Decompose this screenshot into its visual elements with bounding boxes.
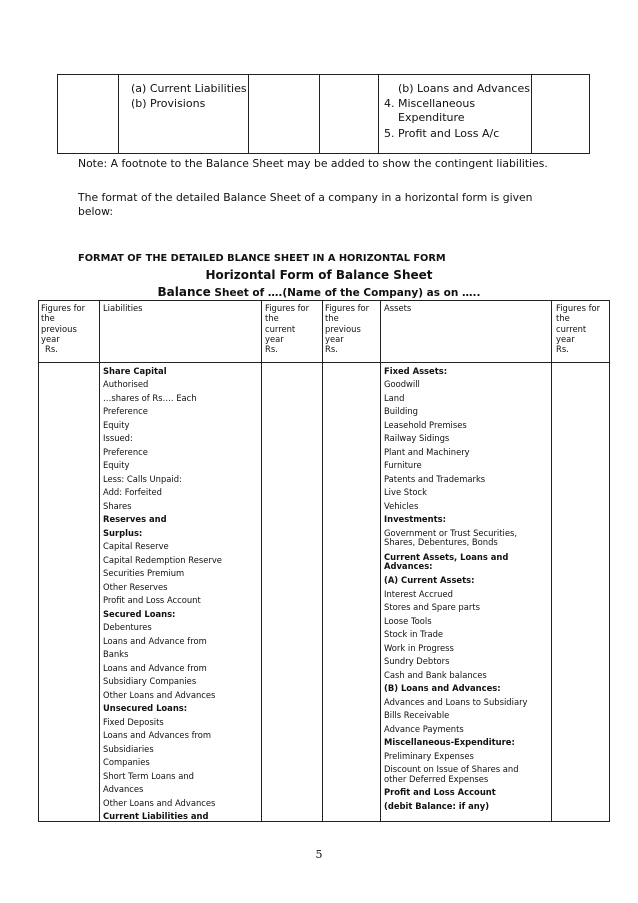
header-line: Figures for: [556, 303, 601, 313]
liability-item: Current Liabilities and: [103, 811, 209, 821]
balance-sheet-table: [38, 300, 610, 822]
liability-item: Share Capital: [103, 365, 167, 376]
liability-item: Authorised: [103, 379, 149, 389]
header-line: Rs.: [556, 344, 569, 355]
column-divider: [319, 75, 320, 153]
liability-item: …shares of Rs…. Each: [103, 392, 197, 403]
subtitle-balance: Balance: [157, 285, 211, 299]
asset-item: Government or Trust Securities,: [384, 527, 518, 538]
asset-item: Furniture: [384, 460, 422, 470]
top-liability-line: (a) Current Liabilities: [131, 82, 247, 95]
liability-item: Debentures: [103, 622, 152, 632]
liability-item: Loans and Advance from: [103, 662, 207, 673]
liability-item: Preference: [103, 446, 148, 457]
asset-item: Sundry Debtors: [384, 656, 450, 666]
header-line: current: [556, 323, 587, 334]
column-divider: [248, 75, 249, 153]
liability-item: Banks: [103, 649, 129, 659]
header-current-year-right: [556, 303, 600, 354]
footnote-text: Note: A footnote to the Balance Sheet may be added to show the contingent liabilities.: [78, 157, 548, 170]
asset-item: Loose Tools: [384, 615, 432, 626]
column-divider: [99, 301, 100, 821]
subtitle-rest: Sheet of ….(Name of the Company) as on …..: [210, 287, 481, 299]
liability-item: Equity: [103, 419, 130, 430]
header-current-year-left: [265, 303, 309, 354]
balance-sheet-subtitle: [0, 285, 638, 299]
liability-item: Subsidiaries: [103, 743, 154, 754]
liability-item: Other Loans and Advances: [103, 797, 216, 808]
liability-item: Advances: [103, 784, 144, 794]
asset-item: Work in Progress: [384, 642, 454, 653]
page-number: 5: [315, 848, 323, 861]
asset-item: Goodwill: [384, 379, 420, 389]
asset-item: Advances and Loans to Subsidiary: [384, 696, 528, 707]
header-line: year: [556, 333, 575, 344]
liability-item: Companies: [103, 757, 150, 767]
asset-item: Advances:: [384, 561, 433, 571]
column-divider: [380, 301, 381, 821]
asset-item: Land: [384, 392, 405, 403]
intro-text: The format of the detailed Balance Sheet of a company in a horizontal form is given: [78, 191, 533, 204]
liability-item: Capital Reserve: [103, 541, 169, 551]
asset-item: Miscellaneous-Expenditure:: [384, 737, 515, 747]
liability-item: Capital Redemption Reserve: [103, 554, 222, 565]
liability-item: Reserves and: [103, 514, 167, 524]
liability-item: Secured Loans:: [103, 608, 176, 619]
asset-item: Shares, Debentures, Bonds: [384, 537, 498, 547]
liability-item: Profit and Loss Account: [103, 595, 201, 605]
asset-item: Investments:: [384, 514, 446, 524]
asset-item: (A) Current Assets:: [384, 575, 475, 585]
header-line: current: [265, 323, 296, 334]
asset-item: Profit and Loss Account: [384, 787, 496, 797]
header-previous-year-right: [325, 303, 369, 354]
asset-item: Interest Accrued: [384, 588, 453, 599]
header-line: previous: [41, 323, 77, 334]
header-line: Figures for: [265, 303, 310, 313]
liability-item: Securities Premium: [103, 568, 185, 578]
liability-item: Other Reserves: [103, 581, 168, 592]
header-assets: Assets: [384, 303, 412, 313]
header-line: year: [41, 333, 60, 344]
liability-item: Surplus:: [103, 527, 143, 538]
header-line: the: [41, 313, 55, 324]
asset-item: Advance Payments: [384, 723, 464, 734]
header-line: Figures for: [41, 303, 86, 313]
liability-item: Less: Calls Unpaid:: [103, 473, 182, 484]
top-asset-line: (b) Loans and Advances: [398, 82, 530, 95]
asset-item: Stock in Trade: [384, 629, 444, 639]
top-asset-line: 4. Miscellaneous: [384, 97, 476, 110]
asset-item: Stores and Spare parts: [384, 602, 480, 612]
column-divider: [261, 301, 262, 821]
header-line: the: [556, 313, 570, 324]
asset-item: (B) Loans and Advances:: [384, 683, 501, 693]
header-line: Rs.: [45, 344, 58, 355]
header-previous-year-left: [41, 303, 85, 354]
asset-item: Preliminary Expenses: [384, 750, 474, 761]
header-line: previous: [325, 323, 361, 334]
asset-item: Discount on Issue of Shares and: [384, 764, 519, 774]
format-heading: FORMAT OF THE DETAILED BLANCE SHEET IN A HORIZONTAL FORM: [78, 253, 446, 264]
page-title: Horizontal Form of Balance Sheet: [205, 268, 433, 282]
column-divider: [322, 301, 323, 821]
column-divider: [118, 75, 119, 153]
liability-item: Issued:: [103, 433, 133, 443]
column-divider: [551, 301, 552, 821]
asset-item: Cash and Bank balances: [384, 669, 487, 680]
header-line: year: [325, 333, 344, 344]
column-divider: [378, 75, 379, 153]
liability-item: Short Term Loans and: [103, 770, 194, 781]
asset-item: Vehicles: [384, 500, 419, 511]
asset-item: Plant and Machinery: [384, 446, 470, 457]
header-line: Rs.: [325, 344, 338, 355]
asset-item: Fixed Assets:: [384, 365, 448, 376]
liability-item: Equity: [103, 460, 130, 470]
top-asset-line: 5. Profit and Loss A/c: [384, 127, 500, 140]
liability-item: Fixed Deposits: [103, 716, 164, 727]
asset-item: Live Stock: [384, 487, 427, 497]
header-line: the: [325, 313, 339, 324]
header-line: Rs.: [265, 344, 278, 355]
top-balance-table: [57, 74, 590, 154]
top-liability-line: (b) Provisions: [131, 97, 206, 110]
header-line: Figures for: [325, 303, 370, 313]
liability-item: Other Loans and Advances: [103, 689, 216, 700]
liability-item: Subsidiary Companies: [103, 676, 197, 686]
asset-item: other Deferred Expenses: [384, 773, 489, 784]
liability-item: Loans and Advances from: [103, 730, 212, 740]
liability-item: Shares: [103, 500, 132, 511]
asset-item: Patents and Trademarks: [384, 473, 486, 484]
asset-item: Building: [384, 406, 418, 416]
top-asset-line: Expenditure: [398, 111, 465, 124]
header-line: the: [265, 313, 279, 324]
asset-item: Bills Receivable: [384, 710, 450, 720]
header-divider: [39, 362, 609, 363]
header-liabilities: Liabilities: [103, 303, 143, 313]
asset-item: Leasehold Premises: [384, 419, 467, 430]
asset-item: Railway Sidings: [384, 433, 450, 443]
liability-item: Loans and Advance from: [103, 635, 207, 646]
header-line: year: [265, 333, 284, 344]
liability-item: Unsecured Loans:: [103, 703, 188, 713]
liability-item: Preference: [103, 406, 148, 416]
intro-text: below:: [78, 205, 113, 218]
asset-item: Current Assets, Loans and: [384, 551, 509, 562]
asset-item: (debit Balance: if any): [384, 801, 490, 811]
liability-item: Add: Forfeited: [103, 487, 162, 497]
column-divider: [531, 75, 532, 153]
